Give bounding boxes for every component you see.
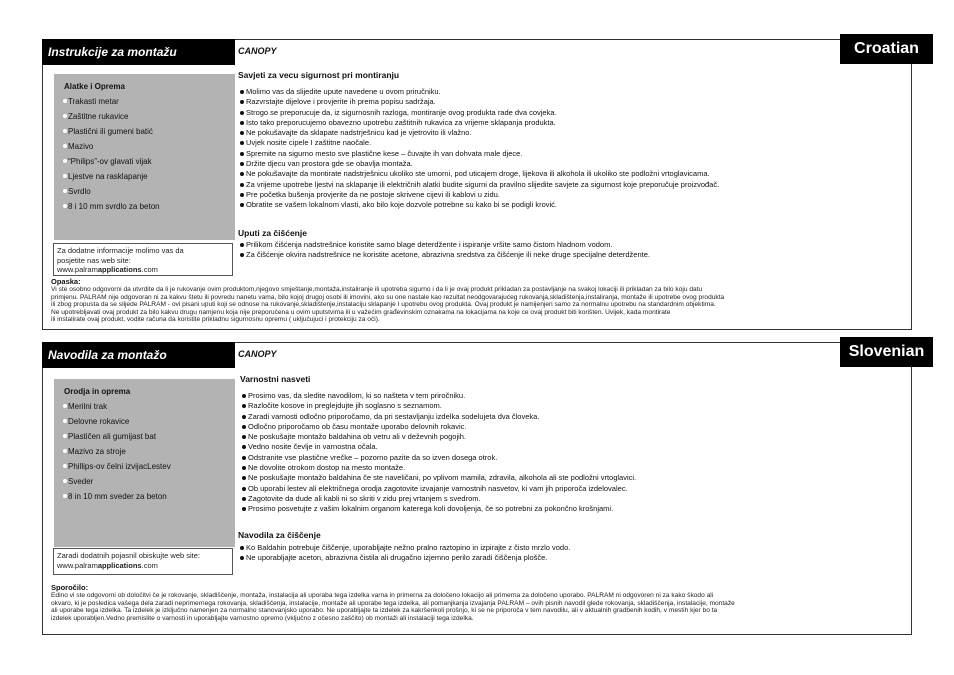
safety-item: Ne pokušavajte da sklapate nadstrješnicu kad je vjetrovito ili vlažno. [240, 128, 719, 138]
website-link[interactable]: www.palramapplications.com [57, 265, 158, 274]
safety-item: Odstranite vse plastične vrečke – pozorno pazite da so izven dosega otrok. [242, 453, 636, 463]
safety-item: Ne poskušajte montažo baldahina če ste naveličani, po vplivom mamila, zdravila, alkohola ali ste podložni vrtoglavici. [242, 473, 636, 483]
warning-line: ali uporabe tega izdelka. Ta izdelek je izključno namenjen za normalno stanovanjsko uporabo. Ne uporabljajte ta izdelek za kakršenkoli prošnjo, ki se ne priporoča v tem navodilu, ali v aktualnih gradbenih kodih, v mestih kjer bo ta [51, 607, 718, 615]
safety-list [242, 391, 636, 515]
warning-line: Ne upotrebljavati ovaj produkt za bilo kakvu drugu namjenu koja nije preporučena u ovim uputstvima ili u važećim građevinskim oznakama na lokacijama na koje ce ovaj produkt biti korišten. Uvijek, kada montirate [51, 308, 671, 316]
warning-line: Edino vi ste odgovorni ob določitvi če je rokovanje, skladiščenje, montaža, instalacija ali uporaba tega izdelka varna in primerna za določeno lokacijo ali primerna za določeno uporabo. PALRAM ni odgovoren ni za kako škodo ali [51, 592, 714, 599]
safety-title: Varnostni nasveti [240, 374, 311, 384]
info-line: posjetite nas web site: [57, 255, 131, 265]
language-label: Croatian [840, 34, 933, 64]
tool-item: Sveder [60, 474, 229, 489]
tool-item: Mazivo [60, 139, 229, 154]
cleaning-title: Navodila za čiščenje [238, 530, 321, 540]
tools-box [54, 379, 235, 547]
panel-header: Navodila za montažo [42, 342, 235, 368]
tool-item: Zaštitne rukavice [60, 109, 229, 124]
safety-item: Ne dovolite otrokom dostop na mesto montaže. [242, 463, 636, 473]
tool-item: Svrdlo [60, 184, 229, 199]
cleaning-item: Prilikom čišćenja nadstrešnice koristite samo blage deterdžente i ispiranje vršite samo čistom hladnom vodom. [240, 240, 650, 250]
warning-line: okvaro, ki je posledica vašega dela zaradi neprimernega rokovanja, skladiščenja, instalacije, montaže ali uporabe tega izdelka, ali pomanjkanja izvajanja PALRAM – ovih pisnih navodil glede rokovanja, skladiščenja, instalacije, montaže [51, 599, 735, 607]
safety-item: Ne poskušajte montažo baldahina ob vetru ali v deževnih pogojih. [242, 432, 636, 442]
warning-line: Vi ste osobno odgovorni da utvrdite da li je rukovanje ovim produktom,njegovo smještanje,montaža,instaliranje ili upotreba sigurno i da li je ovaj produkt prikladan za postavljanje na svakoj lokaciji ili prikladan za bilo koju datu [51, 286, 703, 293]
safety-item: Prosimo posvetujte z vašim lokalnim organom katerega koli dovoljenja, če so potrebni za pokončno krošnjami. [242, 504, 636, 514]
slovenian-panel [42, 342, 925, 635]
safety-item: Isto tako preporucujemo obavezno upotrebu zaštitnih rukavica za vrijeme sklapanja produkta. [240, 118, 719, 128]
tools-list [60, 94, 229, 214]
tool-item: Plastični ili gumeni batić [60, 124, 229, 139]
tool-item: 8 in 10 mm sveder za beton [60, 489, 229, 504]
safety-item: Držite djecu van prostora gde se obavlja montaža. [240, 159, 719, 169]
safety-item: Zagotovite da dude ali kabli ni so skriti v zidu prej vrtanjem s svedrom. [242, 494, 636, 504]
safety-item: Vedno nosite čevlje in varnostna očala. [242, 442, 636, 452]
tool-item: Mazivo za stroje [60, 444, 229, 459]
warning-title: Sporočilo: [51, 583, 89, 592]
warning-text [51, 286, 901, 324]
cleaning-title: Uputi za čišćenje [238, 228, 307, 238]
cleaning-list [240, 240, 650, 261]
safety-item: Molimo vas da slijedite upute navedene u ovom priručniku. [240, 87, 719, 97]
warning-line: ili instalirate ovaj produkt, vodite računa da koristite prikladnu sigurnosnu opremu ( uključujuci i protekciju za oči). [51, 316, 380, 324]
cleaning-item: Ne uporabljajte aceton, abrazivna čistila ali drugačno izjemno perilo zaradi čiščenja plošče. [240, 553, 570, 563]
tool-item: “Philips”-ov glavati vijak [60, 154, 229, 169]
info-box [53, 548, 233, 575]
safety-item: Uvjek nosite cipele I zaštitne naočale. [240, 138, 719, 148]
safety-item: Razvrstajte dijelove i provjerite ih prema popisu sadržaja. [240, 97, 719, 107]
brand-label: CANOPY [238, 46, 277, 56]
tools-list [60, 399, 229, 504]
brand-label: CANOPY [238, 349, 277, 359]
cleaning-item: Ko Baldahin potrebuje čiščenje, uporabljajte nežno pralno raztopino in izpirajte z čisto mrzlo vodo. [240, 543, 570, 553]
safety-item: Zaradi varnosti odločno priporočamo, da pri sestavljanju izdelka sodelujeta dva človeka. [242, 412, 636, 422]
safety-item: Za vrijeme upotrebe ljestvi na sklapanje ili električnih alatki budite sigurni da pravilno slijedite savjete za sigurnost koje preporučuje proizvođač. [240, 180, 719, 190]
safety-item: Razločite kosove in preglejdujte jih soglasno s seznamom. [242, 401, 636, 411]
warning-line: primjenu. PALRAM nije odgovoran ni za kakvu štetu ili povredu nanetu vama, bilo kojoj drugoj osobi ili imovini, ako su one nastale kao rezultat neodgovarajućeg rukovanja,skladištenja,instaliranja, montaže ili upotrebe ovog produkta [51, 293, 725, 301]
safety-list [240, 87, 719, 211]
tools-title: Alatke i Oprema [64, 82, 125, 91]
warning-line: ili zbog propusta da se slijede PALRAM - ovi pisani uputi koji se odnose na rukovanje,skladištenje,instalaciju sklapanje I upotrebu ovog produkta. Ovaj produkt je namijenjen samo za normalnu upotrebu na standardnim objektima. [51, 301, 716, 309]
safety-item: Spremite na sigurno mesto sve plastične kese – čuvajte ih van dohvata male djece. [240, 149, 719, 159]
tool-item: Merilni trak [60, 399, 229, 414]
info-line: Zaradi dodatnih pojasnil obiskujte web site: [57, 551, 201, 560]
panel-header: Instrukcije za montažu [42, 39, 235, 65]
tools-title: Orodja in oprema [64, 387, 131, 396]
language-label: Slovenian [840, 337, 933, 367]
safety-item: Odločno priporočamo ob času montaže uporabo delovnih rokavic. [242, 422, 636, 432]
croatian-panel [42, 39, 919, 330]
tool-item: Plastičen ali gumijast bat [60, 429, 229, 444]
safety-item: Ob uporabi lestev ali električnega orodja zagotovite izvajanje varnostnih nasvetov, ki vam jih priporoča izdelovalec. [242, 484, 636, 494]
website-link[interactable]: www.palramapplications.com [57, 560, 158, 570]
tool-item: Delovne rokavice [60, 414, 229, 429]
warning-text [51, 592, 901, 622]
safety-item: Ne pokušavajte da montirate nadstrješnicu ukoliko ste umorni, pod uticajem droge, lijekova ili alkohola ili ukoliko ste podložni vrtoglavicama. [240, 169, 719, 179]
safety-item: Strogo se preporucuje da, iz sigurnosnih razloga, montiranje ovog produkta rade dva covjeka. [240, 108, 719, 118]
tools-box [54, 74, 235, 240]
warning-line: izdelek uporabljen.Vedno premislite o varnosti in uporabljajte varnostno opremo (vključno z očesno zaščito) ob montaži ali instalaciji tega izdelka. [51, 614, 474, 622]
tool-item: Ljestve na rasklapanje [60, 169, 229, 184]
info-line: Za dodatne informacije molimo vas da [57, 246, 184, 255]
safety-item: Prosimo vas, da sledite navodilom, ki so našteta v tem priročniku. [242, 391, 636, 401]
info-box [53, 243, 233, 276]
safety-item: Obratite se vašem lokalnom vlasti, ako bilo koje dozvole potrebne su kako bi se podigli krović. [240, 200, 719, 210]
tool-item: Phillips-ov čelni izvijacLestev [60, 459, 229, 474]
warning-title: Opaska: [51, 277, 81, 286]
safety-title: Savjeti za vecu sigurnost pri montiranju [238, 70, 400, 80]
tool-item: Trakasti metar [60, 94, 229, 109]
cleaning-item: Za čišćenje okvira nadstrešnice ne koristite acetone, abrazivna sredstva za čišćenje ili neke druge specijalne deterdžente. [240, 250, 650, 260]
safety-item: Pre početka bušenja provjerite da ne postoje skrivene cijevi ili kablovi u zidu. [240, 190, 719, 200]
tool-item: 8 i 10 mm svrdlo za beton [60, 199, 229, 214]
cleaning-list [240, 543, 570, 564]
